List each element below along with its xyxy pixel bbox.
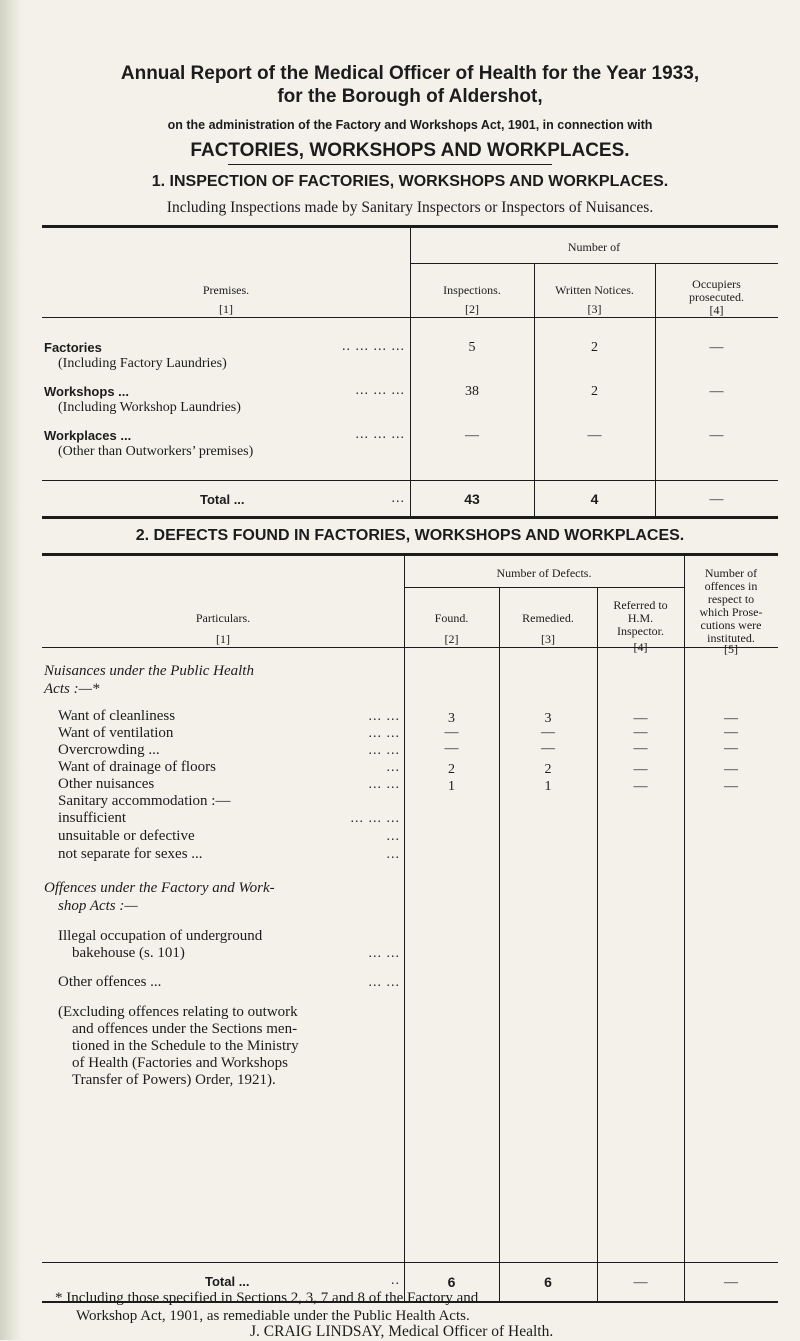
table-2-total-rule <box>42 1262 778 1263</box>
table-2-total-referred: — <box>633 1275 648 1290</box>
header-offences-1: Number of <box>704 566 758 580</box>
header-inspections: Inspections. <box>443 283 501 297</box>
table-2-total-prosecutions: — <box>724 1275 738 1290</box>
sanitary-row-label: not separate for sexes ... <box>58 846 203 862</box>
excluding-note-line: Transfer of Powers) Order, 1921). <box>72 1072 276 1088</box>
defect-row-dots: ... ... <box>368 726 400 741</box>
illegal-occupation-dots: ... ... <box>368 946 400 961</box>
defect-row-prosecutions: — <box>724 725 738 740</box>
excluding-note-line: of Health (Factories and Workshops <box>72 1055 288 1071</box>
table-1-header-rule <box>42 317 778 318</box>
row-factories-inspections: 5 <box>468 340 476 355</box>
table-2-divider <box>597 587 598 1302</box>
other-offences-label: Other offences ... <box>58 974 162 990</box>
sanitary-row-dots: ... ... ... <box>350 811 400 826</box>
excluding-note-line: (Excluding offences relating to outwork <box>58 1004 298 1020</box>
header-offences-3: respect to <box>707 592 755 606</box>
defect-row-label: Overcrowding ... <box>58 742 160 758</box>
signature: J. CRAIG LINDSAY, Medical Officer of Health. <box>250 1323 554 1340</box>
defect-row-found: 2 <box>448 762 455 777</box>
header-remedied-num: [3] <box>541 632 555 646</box>
illegal-occupation-label-1: Illegal occupation of underground <box>58 928 263 944</box>
defect-row-found: 1 <box>448 779 455 794</box>
report-title-line-1: Annual Report of the Medical Officer of Health for the Year 1933, <box>120 63 700 84</box>
header-referred-2: H.M. <box>627 611 654 625</box>
row-workplaces-prosecuted: — <box>709 428 724 443</box>
header-prosecuted: prosecuted. <box>689 290 744 304</box>
defect-row-remedied: — <box>541 741 555 756</box>
header-offences-2: offences in <box>704 579 758 593</box>
header-referred-3: Inspector. <box>617 624 664 638</box>
header-remedied: Remedied. <box>522 611 574 625</box>
footnote-line-1: * Including those specified in Sections 2, 3, 7 and 8 of the Factory and <box>55 1290 479 1306</box>
row-workshops-prosecuted: — <box>709 384 724 399</box>
header-referred-num: [4] <box>633 640 648 654</box>
defect-row-label: Want of drainage of floors <box>58 759 216 775</box>
footnote-line-2: Workshop Act, 1901, as remediable under the Public Health Acts. <box>76 1308 470 1324</box>
defect-row-found: — <box>444 741 459 756</box>
defect-row-remedied: 1 <box>544 779 552 794</box>
row-factories-notices: 2 <box>591 340 598 355</box>
sanitary-row-label: insufficient <box>58 810 127 826</box>
main-heading-underline <box>228 164 552 165</box>
row-workplaces-dots: ... ... ... <box>355 427 405 442</box>
defect-row-remedied: — <box>541 725 555 740</box>
defect-row-remedied: 2 <box>544 762 552 777</box>
header-inspections-num: [2] <box>465 302 479 316</box>
section-1-heading: 1. INSPECTION OF FACTORIES, WORKSHOPS AND WORKPLACES. <box>151 173 669 190</box>
table-1-total-prosecuted: — <box>709 492 724 507</box>
report-subtitle: on the administration of the Factory and Workshops Act, 1901, in connection with <box>167 118 653 132</box>
defect-row-found: — <box>444 725 459 740</box>
row-workshops-dots: ... ... ... <box>355 383 405 398</box>
row-factories-sub: (Including Factory Laundries) <box>58 356 227 371</box>
table-2-total-found: 6 <box>447 1274 456 1290</box>
table-2-group-rule <box>404 587 684 588</box>
defect-row-label: Want of cleanliness <box>58 708 176 724</box>
row-workplaces-notices: — <box>587 428 602 443</box>
header-found-num: [2] <box>444 632 459 646</box>
table-2-total-remedied: 6 <box>544 1274 552 1290</box>
row-workplaces-label: Workplaces ... <box>44 428 132 443</box>
sanitary-heading: Sanitary accommodation :— <box>58 793 231 809</box>
header-particulars-num: [1] <box>216 632 230 646</box>
defect-row-remedied: 3 <box>544 711 552 726</box>
defect-row-found: 3 <box>448 711 455 726</box>
header-number-of: Number of <box>567 240 621 254</box>
defect-row-label: Want of ventilation <box>58 725 174 741</box>
table-2-divider <box>499 587 500 1302</box>
defect-row-referred: — <box>633 711 648 726</box>
defect-row-dots: ... <box>386 760 400 775</box>
row-factories-prosecuted: — <box>709 340 724 355</box>
defect-row-prosecutions: — <box>724 762 738 777</box>
excluding-note-line: and offences under the Sections men- <box>72 1021 298 1037</box>
offences-heading-2: shop Acts :— <box>58 898 138 914</box>
offences-heading-1: Offences under the Factory and Work- <box>44 880 275 896</box>
table-1-bottom-rule <box>42 516 778 519</box>
defect-row-prosecutions: — <box>724 779 738 794</box>
table-1-total-label: Total ... <box>200 492 245 507</box>
header-premises-num: [1] <box>219 302 233 316</box>
section-1-subheading: Including Inspections made by Sanitary Inspectors or Inspectors of Nuisances. <box>166 199 654 216</box>
row-workshops-label: Workshops ... <box>44 384 129 399</box>
nuisances-heading-1: Nuisances under the Public Health <box>44 663 254 679</box>
header-found: Found. <box>434 611 469 625</box>
row-workshops-inspections: 38 <box>465 384 479 399</box>
sanitary-row-dots: ... <box>386 847 400 862</box>
defect-row-referred: — <box>633 725 648 740</box>
header-referred-1: Referred to <box>613 598 668 612</box>
defect-row-prosecutions: — <box>724 741 738 756</box>
table-1-total-inspections: 43 <box>464 491 480 507</box>
row-workshops-notices: 2 <box>591 384 598 399</box>
header-offences-5: cutions were <box>700 618 762 632</box>
defect-row-referred: — <box>633 779 648 794</box>
table-1-group-rule <box>410 263 778 264</box>
row-workshops-sub: (Including Workshop Laundries) <box>58 400 241 415</box>
header-number-of-defects: Number of Defects. <box>496 566 592 580</box>
defect-row-prosecutions: — <box>724 711 738 726</box>
header-particulars: Particulars. <box>195 611 251 625</box>
sanitary-row-label: unsuitable or defective <box>58 828 195 844</box>
section-2-heading: 2. DEFECTS FOUND IN FACTORIES, WORKSHOPS AND WORKPLACES. <box>135 527 685 544</box>
defect-row-dots: ... ... <box>368 709 400 724</box>
row-factories-label: Factories <box>44 340 102 355</box>
table-2-top-rule <box>42 553 778 556</box>
other-offences-dots: ... ... <box>368 975 400 990</box>
defect-row-referred: — <box>633 741 648 756</box>
header-offences-6: instituted. <box>707 631 755 645</box>
defect-row-dots: ... ... <box>368 777 400 792</box>
row-factories-dots: .. ... ... ... <box>342 339 405 354</box>
header-written-notices-num: [3] <box>587 302 602 316</box>
row-workplaces-inspections: — <box>465 428 479 443</box>
header-written-notices: Written Notices. <box>555 283 634 297</box>
table-1-total-dots: ... <box>391 491 405 506</box>
header-offences-4: which Prose- <box>699 605 763 619</box>
table-2-divider <box>404 556 405 1302</box>
page-edge-shadow <box>0 0 22 1340</box>
table-1-total-notices: 4 <box>590 491 599 507</box>
table-1-divider <box>410 228 411 518</box>
defect-row-referred: — <box>633 762 648 777</box>
table-2-total-dots: .. <box>391 1273 400 1288</box>
defect-row-dots: ... ... <box>368 743 400 758</box>
excluding-note-line: tioned in the Schedule to the Ministry <box>72 1038 299 1054</box>
defect-row-label: Other nuisances <box>58 776 155 792</box>
nuisances-heading-2: Acts :—* <box>44 681 100 697</box>
header-premises: Premises. <box>202 283 250 297</box>
table-1-total-rule <box>42 480 778 481</box>
header-offences-num: [5] <box>724 642 738 656</box>
illegal-occupation-label-2: bakehouse (s. 101) <box>72 945 185 961</box>
table-2-divider <box>684 556 685 1302</box>
header-occupiers: Occupiers <box>692 277 741 291</box>
sanitary-row-dots: ... <box>386 829 400 844</box>
header-prosecuted-num: [4] <box>709 303 724 317</box>
row-workplaces-sub: (Other than Outworkers’ premises) <box>58 444 254 459</box>
report-title <box>30 62 790 108</box>
table-2-total-label: Total ... <box>205 1274 250 1289</box>
report-title-line-2: for the Borough of Aldershot, <box>277 86 543 107</box>
report-main-heading: FACTORIES, WORKSHOPS AND WORKPLACES. <box>190 140 630 161</box>
